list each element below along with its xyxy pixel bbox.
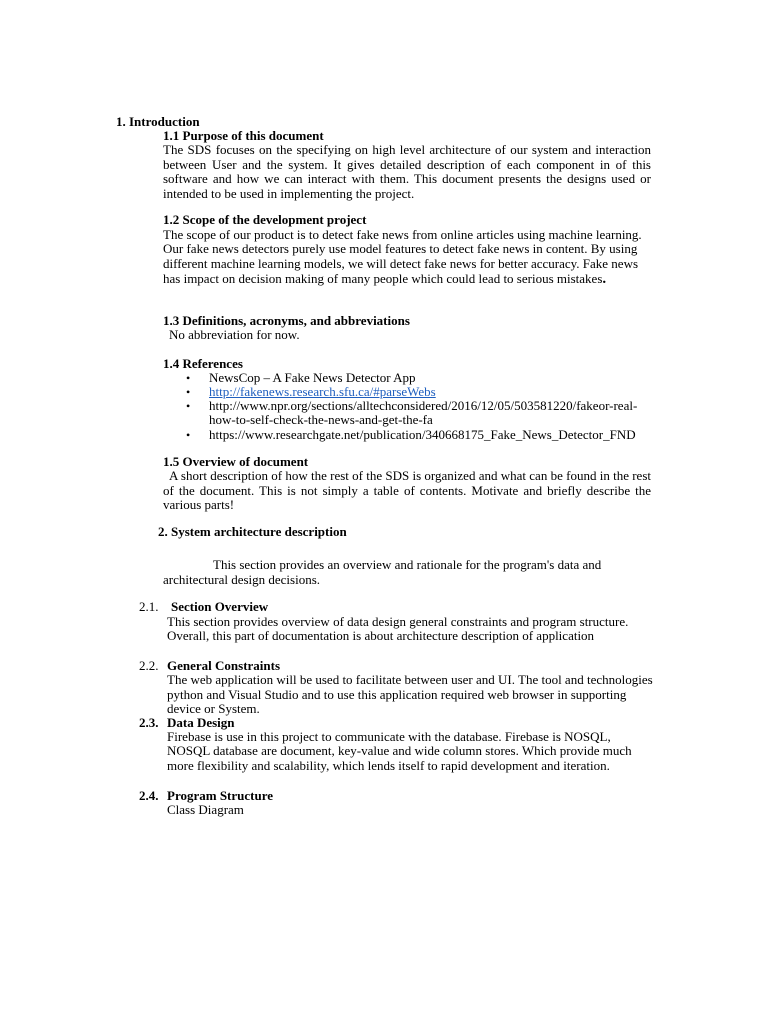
section-2-3-line: Firebase is use in this project to communicate with the database. Firebase is NOSQL,: [167, 729, 611, 744]
section-1-2-line: The scope of our product is to detect fake news from online articles using machine learning.: [163, 227, 642, 242]
section-2-3-line: more flexibility and scalability, which lends itself to rapid development and iteration.: [167, 758, 610, 773]
section-1-2-title: 1.2 Scope of the development project: [163, 212, 367, 227]
section-2-4-number: 2.4.: [139, 788, 159, 803]
reference-item: http://www.npr.org/sections/alltechconsidered/2016/12/05/503581220/fakeor-real-: [209, 398, 638, 413]
section-1-1-body: The SDS focuses on the specifying on high level architecture of our system and interaction between User and the system. It gives detailed description of each component in of this software and how we can interact with them. This document presents the designs used or intended to be used in implementing the project.: [163, 142, 651, 201]
section-2-1-line: This section provides overview of data design general constraints and program structure.: [167, 614, 629, 629]
section-2-4-title: Program Structure: [167, 788, 274, 803]
bullet-icon: •: [186, 399, 191, 413]
section-2-3-number: 2.3.: [139, 715, 159, 730]
section-1-3-title: 1.3 Definitions, acronyms, and abbreviations: [163, 313, 410, 328]
section-2-heading: 2. System architecture description: [158, 524, 347, 539]
section-2-2-line: python and Visual Studio and to use this application required web browser in supporting: [167, 687, 627, 702]
section-2-2-line: The web application will be used to facilitate between user and UI. The tool and technologies: [167, 672, 653, 687]
bullet-icon: •: [186, 385, 191, 399]
section-2-2-title: General Constraints: [167, 658, 281, 673]
section-2-3-title: Data Design: [167, 715, 235, 730]
section-2-intro-line: This section provides an overview and rationale for the program's data and: [213, 557, 602, 572]
section-1-1-title: 1.1 Purpose of this document: [163, 128, 324, 143]
reference-link[interactable]: http://fakenews.research.sfu.ca/#parseWebs: [209, 384, 436, 399]
section-2-intro-line: architectural design decisions.: [163, 572, 321, 587]
section-2-3-line: NOSQL database are document, key-value and wide column stores. Which provide much: [167, 743, 632, 758]
section-1-5-body: A short description of how the rest of the SDS is organized and what can be found in the rest of the document. This is not simply a table of contents. Motivate and briefly describe the various parts!: [163, 468, 651, 512]
bullet-icon: •: [186, 428, 191, 442]
section-1-2-period: .: [602, 271, 607, 287]
section-2-1-title: Section Overview: [171, 599, 269, 614]
section-1-3-body: No abbreviation for now.: [169, 327, 300, 342]
section-1-heading: 1. Introduction: [116, 114, 200, 129]
section-1-4-title: 1.4 References: [163, 356, 243, 371]
reference-item: https://www.researchgate.net/publication/340668175_Fake_News_Detector_FND: [209, 427, 636, 442]
section-1-2-line-last: [163, 272, 606, 287]
section-1-2-line: Our fake news detectors purely use model features to detect fake news in content. By using: [163, 241, 638, 256]
section-2-2-number: 2.2.: [139, 658, 159, 673]
reference-item-continued: how-to-self-check-the-news-and-get-the-fa: [209, 412, 433, 427]
section-2-1-line: Overall, this part of documentation is about architecture description of application: [167, 628, 595, 643]
bullet-icon: •: [186, 371, 191, 385]
section-2-4-body: Class Diagram: [167, 802, 244, 817]
section-2-1-number: 2.1.: [139, 599, 159, 614]
section-1-2-line-text: has impact on decision making of many people which could lead to serious mistakes: [163, 271, 603, 286]
section-1-2-line: different machine learning models, we will detect fake news for better accuracy. Fake news: [163, 256, 639, 271]
section-1-5-title: 1.5 Overview of document: [163, 454, 309, 469]
section-2-2-line: device or System.: [167, 701, 260, 716]
reference-item: NewsCop – A Fake News Detector App: [209, 370, 416, 385]
